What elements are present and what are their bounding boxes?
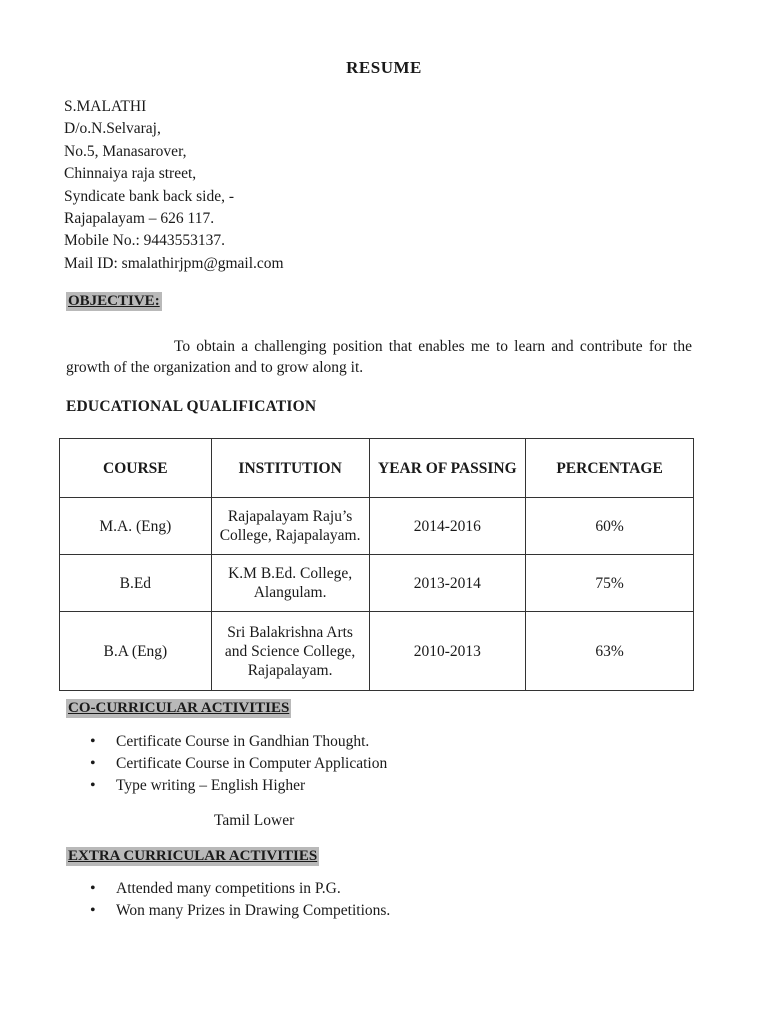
contact-block bbox=[64, 96, 284, 275]
cell-course: M.A. (Eng) bbox=[60, 498, 212, 555]
list-item: • Attended many competitions in P.G. bbox=[90, 878, 390, 900]
cell-percentage: 60% bbox=[526, 498, 694, 555]
table-row bbox=[60, 612, 694, 691]
contact-mobile: Mobile No.: 9443553137. bbox=[64, 232, 226, 250]
cell-year: 2013-2014 bbox=[369, 555, 526, 612]
co-curricular-list bbox=[90, 731, 387, 797]
cell-course: B.Ed bbox=[60, 555, 212, 612]
contact-landmark: Syndicate bank back side, - bbox=[64, 187, 235, 205]
list-item: • Type writing – English Higher bbox=[90, 775, 387, 797]
cell-year: 2010-2013 bbox=[369, 612, 526, 691]
contact-door-no: No.5, Manasarover, bbox=[64, 142, 187, 160]
column-header-percentage: PERCENTAGE bbox=[526, 439, 694, 498]
contact-parent: D/o.N.Selvaraj, bbox=[64, 120, 161, 138]
page-title: RESUME bbox=[346, 58, 422, 77]
cell-course: B.A (Eng) bbox=[60, 612, 212, 691]
column-header-institution: INSTITUTION bbox=[211, 439, 369, 498]
cell-institution: Sri Balakrishna Arts and Science College, Rajapalayam. bbox=[211, 612, 369, 691]
co-curricular-heading: CO-CURRICULAR ACTIVITIES bbox=[68, 700, 290, 716]
contact-city: Rajapalayam – 626 117. bbox=[64, 210, 215, 228]
table-header-row bbox=[60, 439, 694, 498]
table-row bbox=[60, 555, 694, 612]
contact-street: Chinnaiya raja street, bbox=[64, 165, 197, 183]
objective-text: To obtain a challenging position that enables me to learn and contribute for the growth of the organization and to grow along it. bbox=[66, 338, 692, 376]
column-header-year: YEAR OF PASSING bbox=[369, 439, 526, 498]
table-row bbox=[60, 498, 694, 555]
list-item: • Certificate Course in Gandhian Thought. bbox=[90, 731, 387, 753]
cell-institution: K.M B.Ed. College, Alangulam. bbox=[211, 555, 369, 612]
cell-percentage: 75% bbox=[526, 555, 694, 612]
extra-curricular-list bbox=[90, 878, 390, 922]
cell-year: 2014-2016 bbox=[369, 498, 526, 555]
objective-heading: OBJECTIVE: bbox=[68, 293, 160, 309]
cell-institution: Rajapalayam Raju’s College, Rajapalayam. bbox=[211, 498, 369, 555]
co-curricular-continuation: Tamil Lower bbox=[214, 812, 295, 829]
extra-curricular-heading: EXTRA CURRICULAR ACTIVITIES bbox=[68, 848, 318, 864]
column-header-course: COURSE bbox=[60, 439, 212, 498]
contact-email: Mail ID: smalathirjpm@gmail.com bbox=[64, 254, 284, 272]
list-item: • Won many Prizes in Drawing Competitions. bbox=[90, 900, 390, 922]
education-heading: EDUCATIONAL QUALIFICATION bbox=[66, 398, 317, 415]
list-item: • Certificate Course in Computer Application bbox=[90, 753, 387, 775]
cell-percentage: 63% bbox=[526, 612, 694, 691]
contact-name: S.MALATHI bbox=[64, 98, 147, 115]
education-table bbox=[59, 438, 694, 691]
